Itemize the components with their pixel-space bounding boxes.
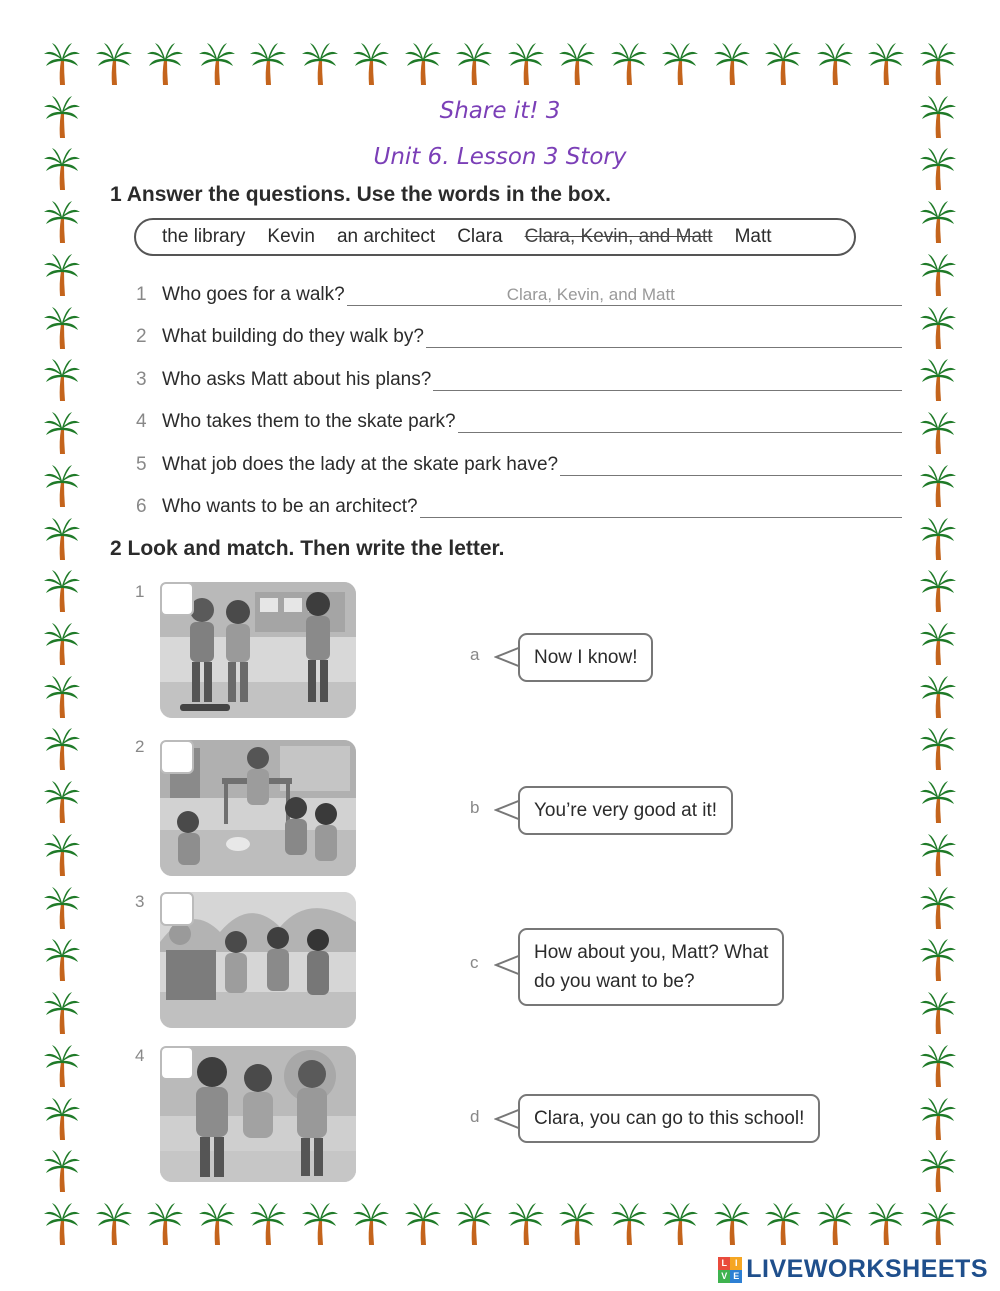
palm-tree-icon xyxy=(250,1202,286,1246)
palm-tree-icon xyxy=(868,1202,904,1246)
palm-tree-icon xyxy=(44,675,80,719)
palm-tree-icon xyxy=(44,411,80,455)
palm-tree-icon xyxy=(147,42,183,86)
question-number: 1 xyxy=(136,284,147,305)
palm-tree-icon xyxy=(662,42,698,86)
palm-tree-icon xyxy=(920,42,956,86)
palm-tree-icon xyxy=(920,1044,956,1088)
answer-field[interactable] xyxy=(347,286,902,306)
palm-tree-icon xyxy=(405,42,441,86)
question-row xyxy=(136,403,902,433)
palm-tree-icon xyxy=(199,42,235,86)
speech-bubble: Clara, you can go to this school! xyxy=(518,1094,820,1143)
speech-bubble-line: do you want to be? xyxy=(534,971,695,992)
palm-tree-icon xyxy=(508,1202,544,1246)
palm-tree-icon xyxy=(96,1202,132,1246)
match-answer-box[interactable] xyxy=(160,740,194,774)
palm-tree-icon xyxy=(44,358,80,402)
word-box-word: Kevin xyxy=(267,226,315,247)
palm-tree-icon xyxy=(920,938,956,982)
palm-tree-icon xyxy=(611,42,647,86)
match-answer-box[interactable] xyxy=(160,1046,194,1080)
question-row xyxy=(136,276,902,306)
word-box-word: an architect xyxy=(336,226,436,247)
palm-tree-icon xyxy=(559,1202,595,1246)
palm-tree-icon xyxy=(199,1202,235,1246)
answer-field[interactable] xyxy=(426,328,902,348)
palm-tree-icon xyxy=(353,42,389,86)
palm-tree-icon xyxy=(920,991,956,1035)
liveworksheets-footer xyxy=(718,1255,988,1284)
palm-tree-icon xyxy=(44,200,80,244)
palm-tree-icon xyxy=(44,42,80,86)
speech-bubble: Now I know! xyxy=(518,633,653,682)
palm-tree-icon xyxy=(920,569,956,613)
palm-tree-icon xyxy=(44,991,80,1035)
palm-tree-icon xyxy=(920,780,956,824)
palm-tree-icon xyxy=(920,200,956,244)
palm-tree-icon xyxy=(405,1202,441,1246)
palm-tree-icon xyxy=(920,306,956,350)
palm-tree-icon xyxy=(765,1202,801,1246)
question-number: 4 xyxy=(136,411,147,432)
palm-tree-icon xyxy=(44,517,80,561)
picture-number: 1 xyxy=(135,582,145,601)
palm-tree-icon xyxy=(44,464,80,508)
question-row xyxy=(136,361,902,391)
question-number: 6 xyxy=(136,496,147,517)
palm-tree-icon xyxy=(353,1202,389,1246)
answer-field[interactable] xyxy=(560,456,902,476)
question-number: 3 xyxy=(136,369,147,390)
palm-tree-icon xyxy=(920,411,956,455)
word-box-word: Matt xyxy=(734,226,772,247)
palm-tree-icon xyxy=(44,253,80,297)
palm-tree-icon xyxy=(920,1202,956,1246)
word-box-word: Clara xyxy=(457,226,503,247)
palm-tree-icon xyxy=(44,1202,80,1246)
match-answer-box[interactable] xyxy=(160,582,194,616)
palm-tree-icon xyxy=(611,1202,647,1246)
question-row xyxy=(136,446,902,476)
question-text: What building do they walk by? xyxy=(162,326,424,347)
question-row xyxy=(136,488,902,518)
question-number: 5 xyxy=(136,454,147,475)
palm-tree-icon xyxy=(920,253,956,297)
palm-tree-icon xyxy=(44,569,80,613)
question-text: What job does the lady at the skate park have? xyxy=(162,454,559,475)
answer-field[interactable] xyxy=(420,498,902,518)
palm-tree-icon xyxy=(817,42,853,86)
logo-letter: I xyxy=(730,1257,742,1270)
question-text: Who goes for a walk? xyxy=(162,284,345,305)
palm-tree-icon xyxy=(920,886,956,930)
palm-tree-icon xyxy=(44,833,80,877)
palm-tree-icon xyxy=(920,727,956,771)
picture-number: 4 xyxy=(135,1046,145,1065)
palm-tree-icon xyxy=(44,1097,80,1141)
answer-field[interactable] xyxy=(458,413,902,433)
palm-tree-icon xyxy=(920,622,956,666)
worksheet-subtitle: Unit 6. Lesson 3 Story xyxy=(373,144,627,170)
option-letter: b xyxy=(470,798,480,817)
palm-tree-icon xyxy=(765,42,801,86)
speech-bubble: You’re very good at it! xyxy=(518,786,733,835)
question-row xyxy=(136,318,902,348)
palm-tree-icon xyxy=(302,42,338,86)
logo-letter: V xyxy=(718,1270,730,1283)
palm-tree-icon xyxy=(44,1044,80,1088)
palm-tree-icon xyxy=(44,727,80,771)
picture-number: 2 xyxy=(135,737,145,756)
palm-tree-icon xyxy=(920,517,956,561)
question-text: Who asks Matt about his plans? xyxy=(162,369,432,390)
palm-tree-icon xyxy=(44,622,80,666)
match-answer-box[interactable] xyxy=(160,892,194,926)
palm-tree-icon xyxy=(508,42,544,86)
logo-letter: E xyxy=(730,1270,742,1283)
answer-field[interactable] xyxy=(433,371,902,391)
palm-tree-icon xyxy=(920,675,956,719)
section2-heading: 2 Look and match. Then write the letter. xyxy=(110,537,505,560)
palm-tree-icon xyxy=(44,938,80,982)
palm-tree-icon xyxy=(662,1202,698,1246)
answer-text: Clara, Kevin, and Matt xyxy=(506,285,675,304)
question-text: Who wants to be an architect? xyxy=(162,496,418,517)
option-letter: a xyxy=(470,645,480,664)
word-box-word: the library xyxy=(162,226,246,247)
palm-tree-icon xyxy=(44,1149,80,1193)
word-box-word-used: Clara, Kevin, and Matt xyxy=(524,226,713,247)
section1-heading: 1 Answer the questions. Use the words in the box. xyxy=(110,183,611,206)
option-letter: d xyxy=(470,1107,480,1126)
speech-bubble xyxy=(518,928,784,1006)
palm-tree-icon xyxy=(147,1202,183,1246)
palm-tree-icon xyxy=(250,42,286,86)
palm-tree-icon xyxy=(44,780,80,824)
palm-tree-icon xyxy=(920,358,956,402)
palm-tree-icon xyxy=(714,1202,750,1246)
palm-tree-icon xyxy=(920,1149,956,1193)
question-text: Who takes them to the skate park? xyxy=(162,411,456,432)
picture-number: 3 xyxy=(135,892,145,911)
palm-tree-icon xyxy=(456,42,492,86)
palm-tree-icon xyxy=(96,42,132,86)
palm-tree-icon xyxy=(44,886,80,930)
liveworksheets-brand: LIVEWORKSHEETS xyxy=(746,1255,988,1283)
liveworksheets-logo-icon xyxy=(718,1257,742,1283)
palm-tree-icon xyxy=(559,42,595,86)
palm-tree-icon xyxy=(868,42,904,86)
option-letter: c xyxy=(470,953,479,972)
palm-tree-icon xyxy=(44,306,80,350)
palm-tree-icon xyxy=(920,1097,956,1141)
question-number: 2 xyxy=(136,326,147,347)
word-box xyxy=(134,218,856,256)
palm-tree-icon xyxy=(920,833,956,877)
palm-tree-icon xyxy=(302,1202,338,1246)
worksheet-title: Share it! 3 xyxy=(439,98,561,124)
palm-tree-icon xyxy=(817,1202,853,1246)
palm-tree-icon xyxy=(714,42,750,86)
palm-tree-icon xyxy=(920,464,956,508)
speech-bubble-line: How about you, Matt? What xyxy=(534,942,769,963)
palm-tree-icon xyxy=(456,1202,492,1246)
logo-letter: L xyxy=(718,1257,730,1270)
